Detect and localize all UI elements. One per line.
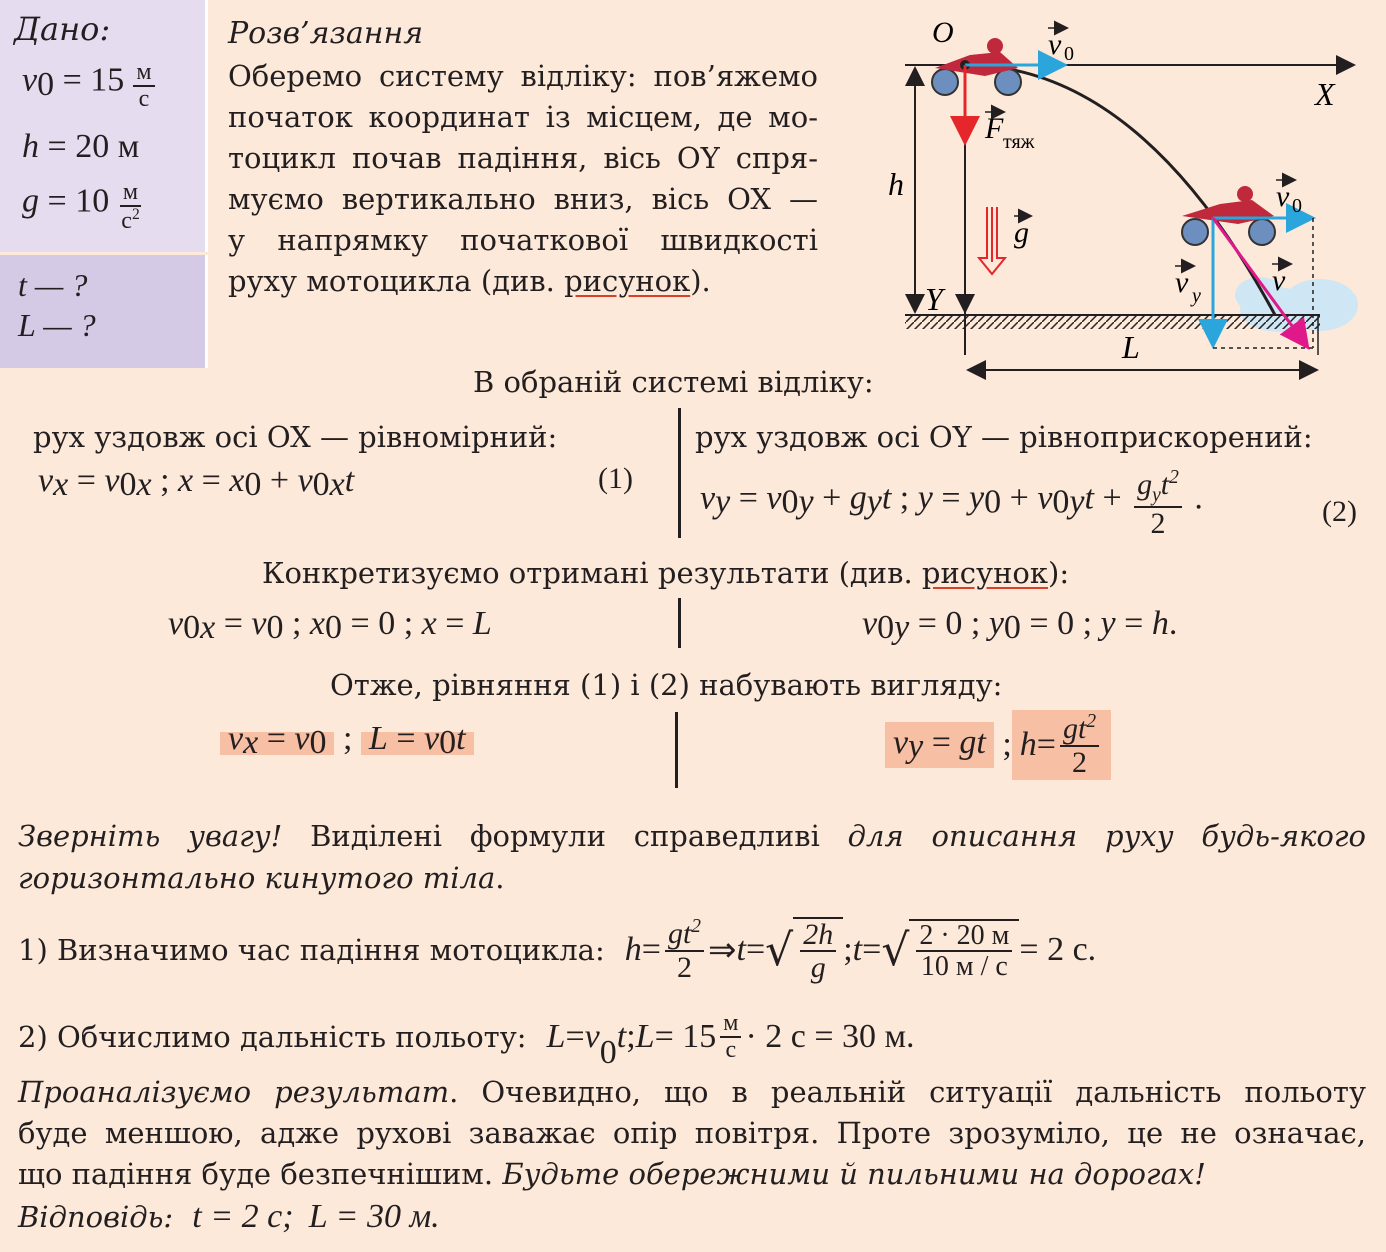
left-title: рух уздовж осі OX — рівномірний:	[33, 420, 558, 454]
answer: Відповідь: t = 2 с; L = 30 м.	[18, 1198, 440, 1235]
highlighted-formula: h = $\frac{gt^2}{2}$	[1012, 710, 1111, 780]
solution-line: початок координат із місцем, де мо-	[228, 100, 818, 134]
svg-text:0: 0	[1292, 195, 1302, 217]
left-equation: $v_x = v_{0x}$ ; $x = x_0 + v_{0x}t$	[38, 462, 355, 504]
column-divider	[675, 712, 678, 788]
solution-line: тоцикл почав падіння, вісь OY спря-	[228, 141, 818, 175]
label-L: L	[1122, 329, 1140, 365]
label-vy	[1175, 266, 1201, 307]
find-box	[0, 255, 208, 368]
svg-text:v: v	[1272, 264, 1286, 297]
highlighted-formula: $v_x = v_0$	[220, 732, 334, 755]
concretize-caption: Конкретизуємо отримані результати (див. рисунок):	[262, 556, 1070, 590]
given-v0: $v_0 = 15$ $\frac{м}{с}$	[22, 60, 159, 112]
svg-text:тяж: тяж	[1003, 131, 1035, 153]
svg-text:v: v	[1048, 28, 1062, 61]
step1: 1) Визначимо час падіння мотоцикла: h = $\frac{gt^2}{2}$ ⇒ t = √ $\frac{2h}{g}$ ; t = √ $\frac{2 \cdot 20 м}{10 м / с}$ = 2 с.	[18, 916, 1097, 984]
right-equation: $v_y = v_{0y} + g_yt$ ; $y = y_0 + v_{0y}t$ + $\frac{g_yt^2}{2}$ .	[700, 467, 1203, 541]
system-caption: В обраній системі відліку:	[473, 365, 874, 399]
given-box	[0, 0, 208, 252]
solution-text	[228, 56, 818, 302]
given-title: Дано:	[14, 10, 111, 48]
figure-link[interactable]: рисунок	[921, 556, 1049, 590]
svg-text:0: 0	[1064, 43, 1074, 65]
solution-line: у напрямку початкової швидкості	[228, 223, 818, 257]
label-X: X	[1315, 76, 1335, 112]
label-v0-right	[1276, 180, 1302, 217]
note: Зверніть увагу! Виділені формули справедливі для описання руху будь-якого горизонтально кинутого тіла.	[18, 819, 1366, 895]
find-t: t — ?	[18, 267, 88, 303]
eq-number-1: (1)	[598, 462, 633, 495]
result-right: $v_y$ = gt ; h = $\frac{gt^2}{2}$	[885, 710, 1111, 780]
eq-number-2: (2)	[1322, 495, 1357, 528]
svg-text:y: y	[1192, 285, 1201, 307]
given-h: h = 20 м	[22, 128, 140, 165]
solution-line: руху мотоцикла (див. рисунок).	[228, 264, 711, 298]
highlighted-formula: $L = v_0t$	[361, 732, 474, 755]
step2: 2) Обчислимо дальність польоту: L = v 0 t ; L = 15 $\frac{м}{с}$ · 2 с = 30 м.	[18, 1009, 915, 1071]
concretize-left: $v_{0x} = v_0$ ; $x_0 = 0$ ; x = L	[168, 605, 492, 647]
projectile-figure	[890, 10, 1370, 380]
label-Y: Y	[925, 281, 943, 317]
solution-line: муємо вертикально вниз, вісь OX —	[228, 182, 818, 216]
label-O: O	[932, 16, 954, 49]
label-F-gravity	[984, 112, 1035, 153]
column-divider	[678, 408, 681, 538]
svg-text:F: F	[985, 112, 1004, 145]
right-title: рух уздовж осі OY — рівноприскорений:	[695, 420, 1313, 454]
svg-text:g: g	[1014, 216, 1029, 249]
column-divider	[678, 598, 681, 648]
label-g	[1014, 216, 1030, 249]
result-left: $v_x = v_0$ ; $L = v_0t$	[220, 720, 474, 762]
label-h: h	[888, 166, 904, 202]
label-v0-top	[1048, 28, 1074, 65]
svg-text:v: v	[1175, 266, 1189, 299]
result-caption: Отже, рівняння (1) і (2) набувають вигляду:	[330, 668, 1003, 702]
analysis: Проаналізуємо результат. Очевидно, що в реальній ситуації дальність польоту буде меншою, адже руховi заважає опір повітря. Проте зрозуміло, це не означає, що падіння буде безпечнішим. Будьте обережними й пильними на дорогах!	[18, 1075, 1367, 1191]
figure-link[interactable]: рисунок	[564, 264, 691, 298]
find-L: L — ?	[18, 307, 96, 343]
solution-line: Оберемо систему відліку: пов’яжемо	[228, 59, 818, 93]
svg-text:v: v	[1276, 180, 1290, 213]
solution-heading: Розв’язання	[228, 16, 424, 51]
concretize-right: $v_{0y} = 0$ ; $y_0 = 0$ ; y = h.	[862, 605, 1178, 647]
given-g: g = 10 $\frac{м}{с^2}$	[22, 179, 140, 235]
highlighted-formula: $v_y$ = gt	[885, 722, 994, 768]
